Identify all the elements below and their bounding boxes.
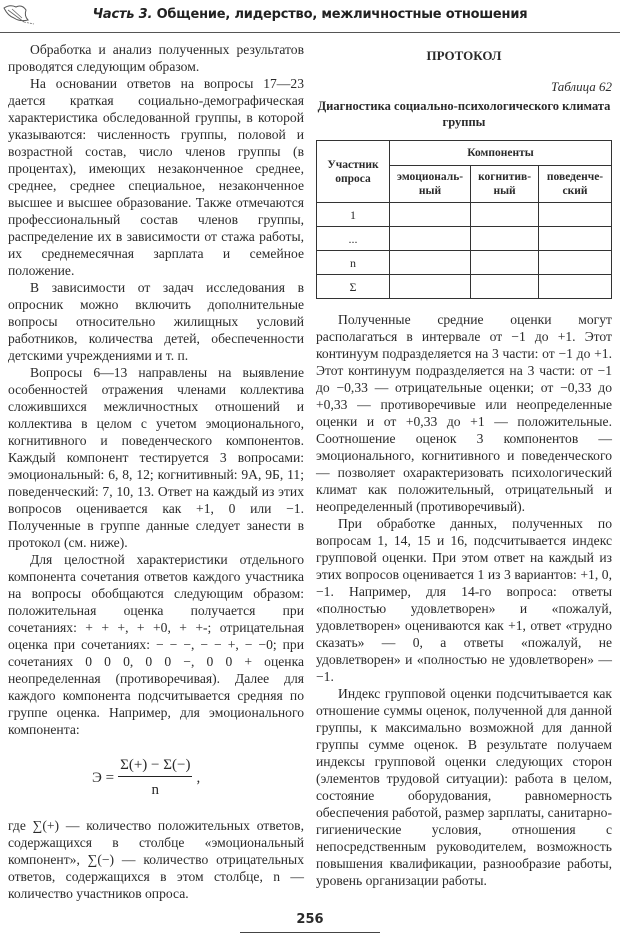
paragraph: В зависимости от задач исследования в опросник можно включить дополнительные вопросы относительно жилищных условий работников, количества детей, обеспеченности детскими учреждениями и т. п. bbox=[8, 280, 304, 363]
cell bbox=[390, 275, 471, 299]
formula-trail: , bbox=[196, 769, 201, 786]
formula-explanation: где ∑(+) — количество положительных ответов, содержащихся в столбце «эмоциональный компонент», ∑(−) — количество отрицательных ответов, содержащихся в этом столбце, n — количество участников опроса. bbox=[8, 818, 304, 901]
paragraph: Полученные средние оценки могут располагаться в интервале от −1 до +1. Этот континуум подразделяется на 3 части: от −1 до +1. Этот континуум подразделяется на 3 части: от −1 до −0,33 — отрицательные оценки; от −0,33 до +0,33 — противоречивые или неопределенные оценки и от +0,33 до +1 — положительные. Соотношение оценок 3 компонентов — эмоционального, когнитивного и поведенческого — позволяет охарактеризовать психологический климат как положительный, отрицательный и неопределенный (противоречивый). bbox=[316, 312, 612, 514]
cell bbox=[471, 275, 539, 299]
paragraph: Вопросы 6—13 направлены на выявление особенностей отражения членами коллектива сложившихся межличностных отношений и коллектива в целом с учетом эмоционального, когнитивного и поведенческого компонентов. Каждый компонент тестируется 3 вопросами: эмоциональный: 6, 8, 12; когнитивный: 9А, 9Б, 11; поведенческий: 7, 10, 13. Ответ на каждый из этих вопросов оценивается как +1, 0 или −1. Полученные в группе данные следует занести в протокол (см. ниже). bbox=[8, 365, 304, 550]
paragraph: Индекс групповой оценки подсчитывается как отношение суммы оценок, полученной для данной группы, к максимально возможной для данной группы сумме оценок. В результате получаем индексы групповой оценки следующих сторон (элементов трудовой ситуации): работа в целом, состояние оборудования, равномерность обеспечения работой, размер зарплаты, санитарно-гигиенические условия, отношения с непосредственным руководителем, возможность повышения квалификации, разнообразие работы, уровень организации работы. bbox=[316, 686, 612, 888]
cell bbox=[539, 227, 612, 251]
cell bbox=[471, 227, 539, 251]
protocol-table bbox=[316, 140, 612, 299]
right-column bbox=[316, 41, 612, 902]
table-row bbox=[317, 203, 612, 227]
table-row bbox=[317, 275, 612, 299]
part-title: Общение, лидерство, межличностные отношения bbox=[156, 7, 528, 22]
page-number: 256 bbox=[296, 912, 324, 927]
emotional-header: эмоциональ-ный bbox=[390, 166, 471, 203]
cell bbox=[390, 227, 471, 251]
table-number: Таблица 62 bbox=[550, 79, 612, 94]
protocol-heading: ПРОТОКОЛ bbox=[426, 48, 502, 63]
footer-rule bbox=[240, 932, 380, 933]
header-rule bbox=[0, 32, 620, 33]
behavioral-header: поведенче-ский bbox=[539, 166, 612, 203]
page-body bbox=[0, 33, 620, 902]
part-label: Часть 3. bbox=[92, 7, 153, 22]
formula-denominator: n bbox=[151, 782, 160, 798]
paragraph: Обработка и анализ полученных результатов проводятся следующим образом. bbox=[8, 42, 304, 74]
cell bbox=[471, 203, 539, 227]
cell bbox=[390, 203, 471, 227]
paragraph: При обработке данных, полученных по вопросам 1, 14, 15 и 16, подсчитывается индекс групповой оценки. При этом ответ на каждый из этих вопросов оценивается 1 из 3 вариантов: +1, 0, −1. Например, для 14-го вопроса: ответы «полностью удовлетворен» и «пожалуй, удовлетворен» оцениваются как +1, ответ «трудно сказать» — 0, а ответы «пожалуй, не удовлетворен» и «полностью не удовлетворен» — −1. bbox=[316, 516, 612, 684]
formula bbox=[92, 756, 304, 799]
header-title bbox=[0, 7, 620, 22]
cell bbox=[390, 251, 471, 275]
row-label: 1 bbox=[317, 203, 390, 227]
cognitive-header: когнитив-ный bbox=[471, 166, 539, 203]
running-header bbox=[0, 0, 620, 33]
table-title: Диагностика социально-психологического климата группы bbox=[317, 99, 611, 129]
paragraph: На основании ответов на вопросы 17—23 дается краткая социально-демографическая характеристика обследованной группы, в которой указываются: численность группы, половой и возрастной состав, число членов группы (в процентах), имеющих незаконченное среднее, среднее, среднее специальное, незаконченное высшее и высшее образование. Также отмечаются профессиональный состав членов группы, распределение их в зависимости от стажа работы, их среднемесячная зарплата и семейное положение. bbox=[8, 76, 304, 278]
formula-numerator: Σ(+) − Σ(−) bbox=[118, 756, 192, 777]
formula-fraction bbox=[118, 756, 192, 799]
participant-header: Участник опроса bbox=[317, 141, 390, 203]
page-footer bbox=[0, 908, 620, 948]
row-label: Σ bbox=[317, 275, 390, 299]
row-label: ... bbox=[317, 227, 390, 251]
table-row bbox=[317, 251, 612, 275]
cell bbox=[539, 275, 612, 299]
formula-lhs: Э = bbox=[92, 769, 115, 786]
left-column bbox=[8, 41, 304, 902]
cell bbox=[471, 251, 539, 275]
cell bbox=[539, 251, 612, 275]
table-row bbox=[317, 227, 612, 251]
row-label: n bbox=[317, 251, 390, 275]
components-header: Компоненты bbox=[390, 141, 612, 166]
cell bbox=[539, 203, 612, 227]
paragraph: Для целостной характеристики отдельного компонента сочетания ответов каждого участника на вопросы обобщаются следующим образом: положительная оценка получается при сочетаниях: + + +, + +0, + +-; отрицательная оценка при сочетаниях: − − −, − − +, − −0; при сочетаниях 0 0 0, 0 0 −, 0 0 + оценка неопределенная (противоречивая). Далее для каждого компонента подсчитывается средняя по группе оценка. Например, для эмоционального компонента: bbox=[8, 552, 304, 737]
